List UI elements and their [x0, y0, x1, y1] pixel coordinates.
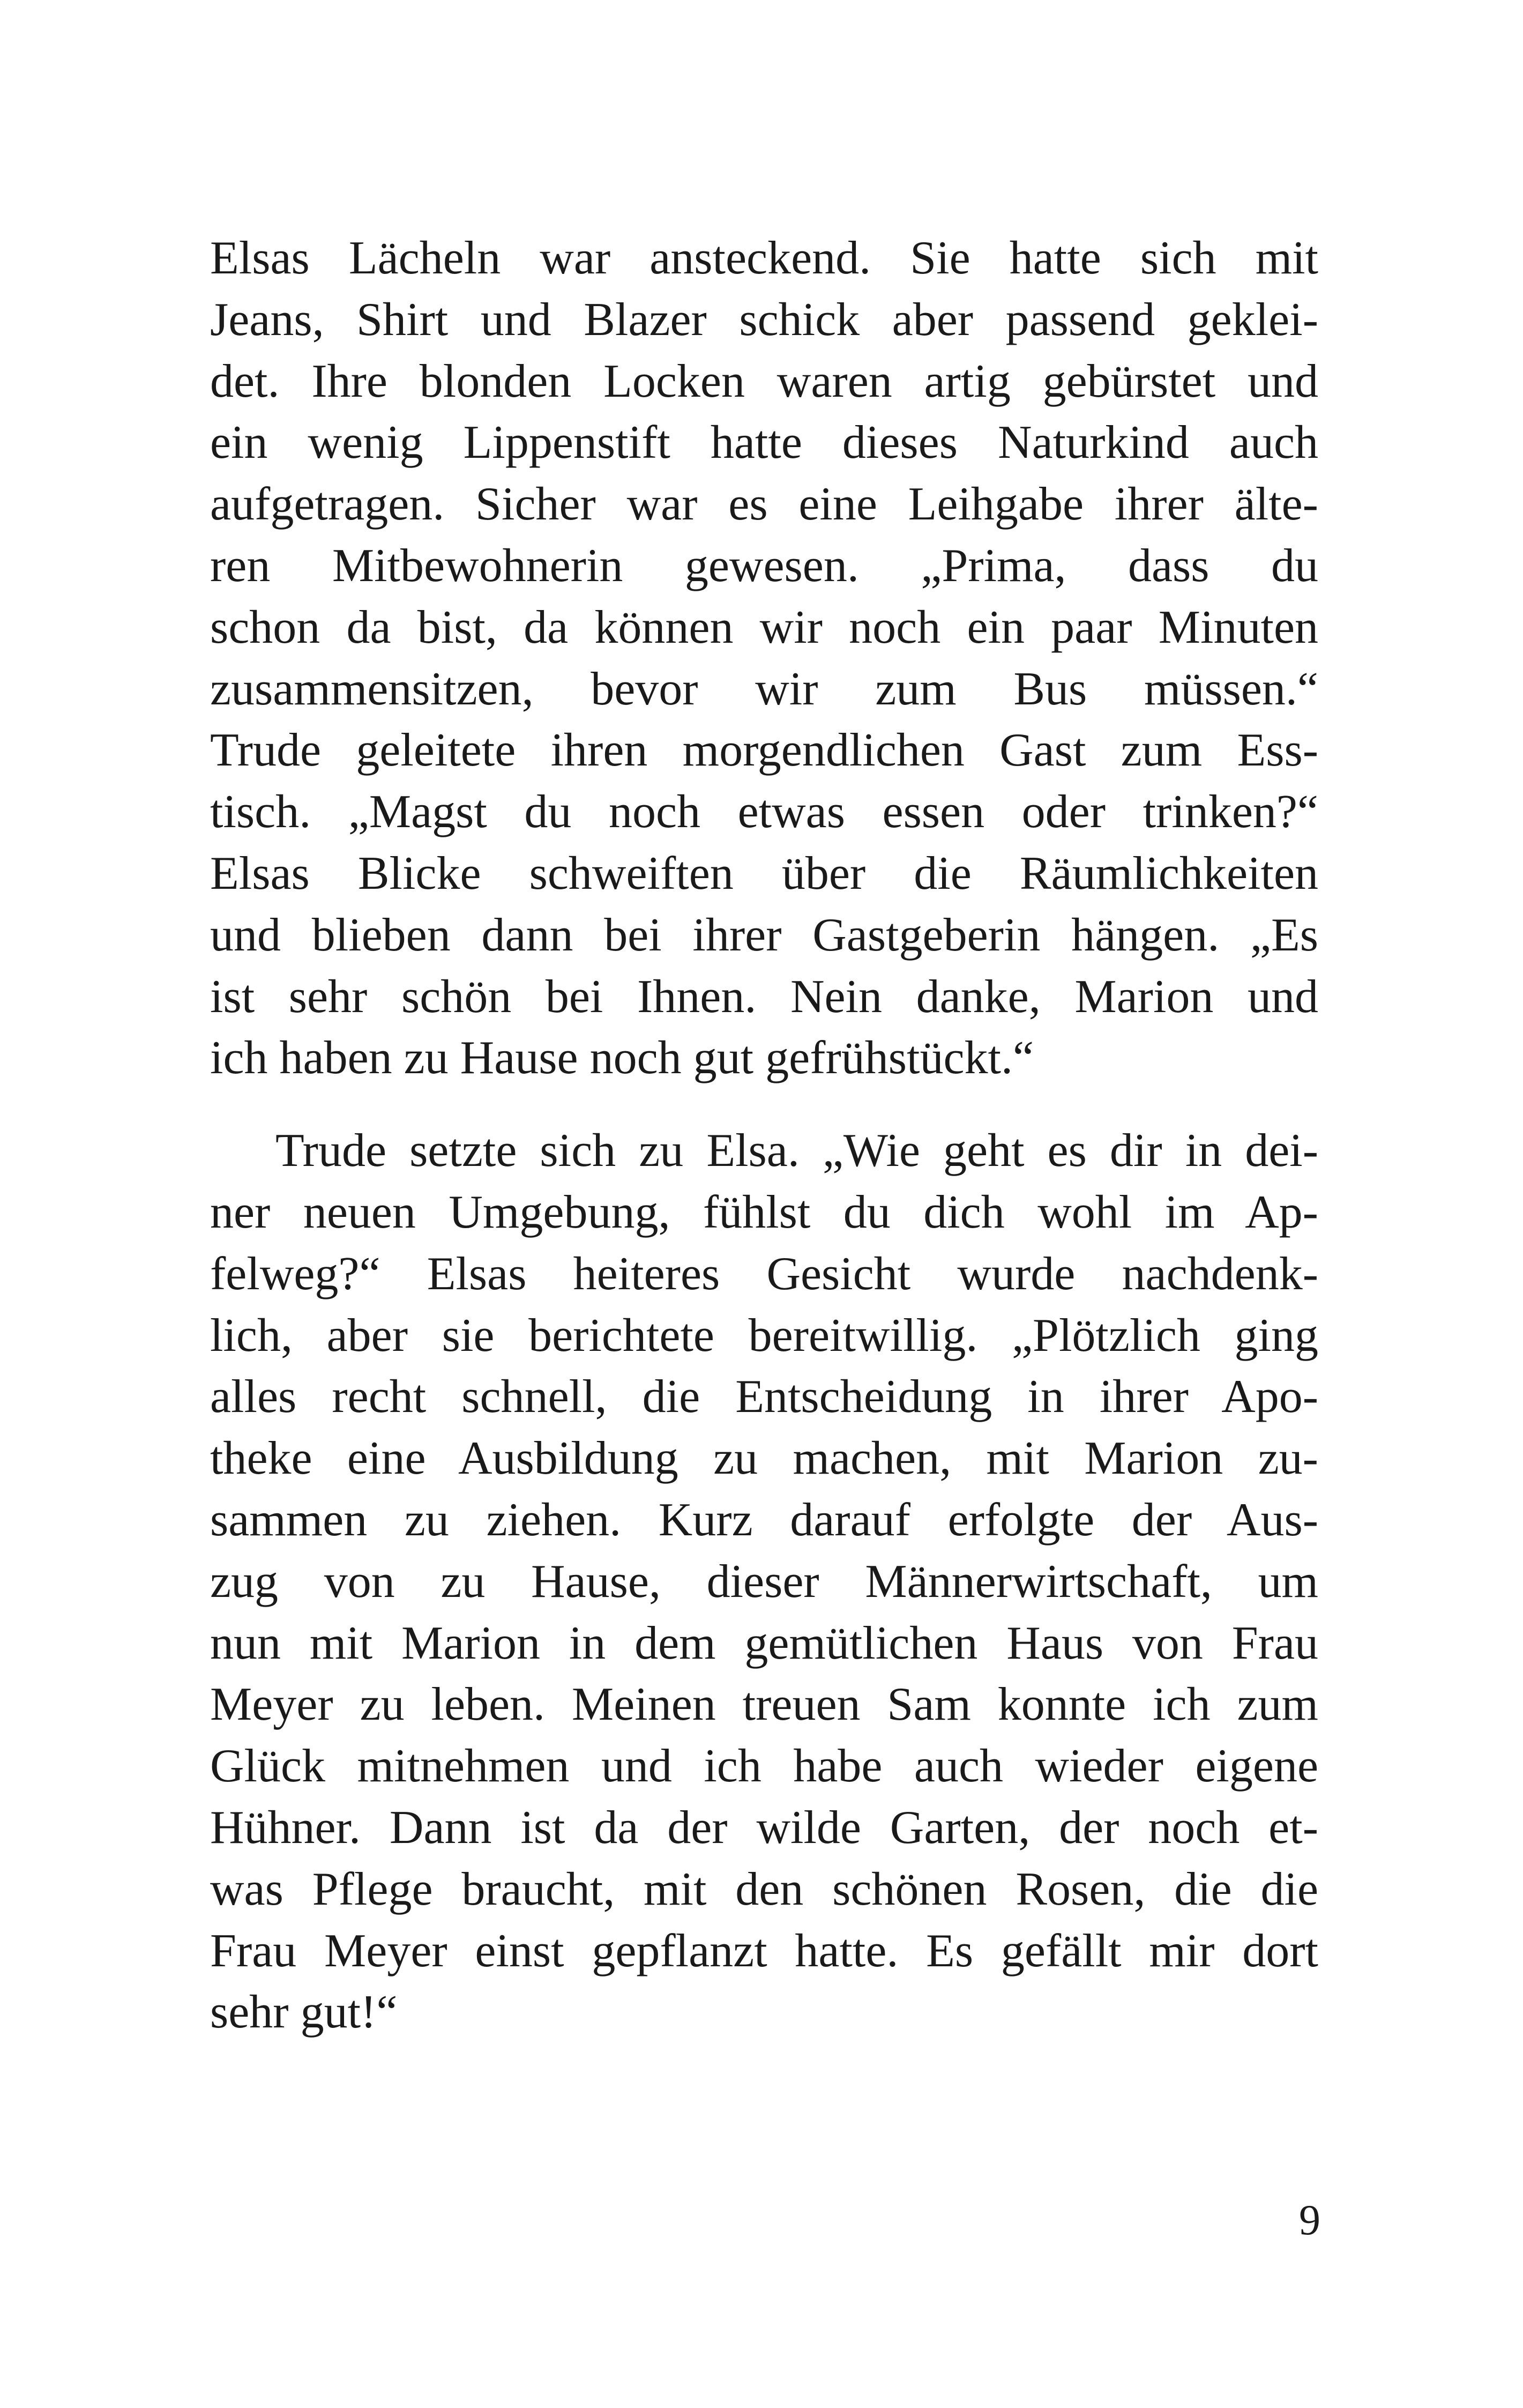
text-line: und blieben dann bei ihrer Gastgeberin hängen. „Es [210, 909, 1318, 961]
text-line: felweg?“ Elsas heiteres Gesicht wurde nachdenk- [210, 1247, 1318, 1300]
text-line: aufgetragen. Sicher war es eine Leihgabe ihrer älte- [210, 478, 1318, 531]
text-line: Jeans, Shirt und Blazer schick aber passend geklei- [210, 293, 1318, 346]
text-line: ich haben zu Hause noch gut gefrühstückt.“ [210, 1032, 1034, 1084]
text-line: Glück mitnehmen und ich habe auch wieder eigene [210, 1740, 1318, 1793]
text-line: ein wenig Lippenstift hatte dieses Naturkind auch [210, 417, 1318, 469]
text-line: lich, aber sie berichtete bereitwillig. „Plötzlich ging [210, 1309, 1318, 1362]
text-line: tisch. „Magst du noch etwas essen oder trinken?“ [210, 786, 1318, 838]
text-line: was Pflege braucht, mit den schönen Rosen, die die [210, 1863, 1318, 1915]
text-line: ist sehr schön bei Ihnen. Nein danke, Marion und [210, 970, 1318, 1023]
text-line: Trude setzte sich zu Elsa. „Wie geht es dir in dei- [275, 1125, 1318, 1177]
text-line: sammen zu ziehen. Kurz darauf erfolgte der Aus- [210, 1493, 1318, 1546]
text-line: Hühner. Dann ist da der wilde Garten, der noch et- [210, 1801, 1318, 1854]
paragraph-2 [210, 1120, 1318, 2043]
text-line: Trude geleitete ihren morgendlichen Gast zum Ess- [210, 724, 1318, 777]
text-line: Elsas Lächeln war ansteckend. Sie hatte sich mit [210, 232, 1318, 284]
text-line: ren Mitbewohnerin gewesen. „Prima, dass du [210, 539, 1318, 592]
text-line: schon da bist, da können wir noch ein paar Minuten [210, 601, 1318, 653]
text-line: ner neuen Umgebung, fühlst du dich wohl im Ap- [210, 1186, 1318, 1238]
text-line: det. Ihre blonden Locken waren artig gebürstet und [210, 355, 1318, 407]
body-text [210, 228, 1318, 2043]
text-line: Frau Meyer einst gepflanzt hatte. Es gefällt mir dort [210, 1924, 1318, 1977]
text-line: zusammensitzen, bevor wir zum Bus müssen.“ [210, 663, 1318, 715]
text-line: nun mit Marion in dem gemütlichen Haus von Frau [210, 1617, 1318, 1669]
text-line: Meyer zu leben. Meinen treuen Sam konnte ich zum [210, 1678, 1318, 1731]
page-number: 9 [1299, 2197, 1320, 2244]
text-line: zug von zu Hause, dieser Männerwirtschaft, um [210, 1555, 1318, 1608]
text-line: Elsas Blicke schweiften über die Räumlichkeiten [210, 847, 1318, 900]
paragraph-1 [210, 228, 1318, 1089]
text-line: alles recht schnell, die Entscheidung in ihrer Apo- [210, 1371, 1318, 1423]
text-line: theke eine Ausbildung zu machen, mit Marion zu- [210, 1432, 1318, 1485]
text-line: sehr gut!“ [210, 1986, 398, 2039]
